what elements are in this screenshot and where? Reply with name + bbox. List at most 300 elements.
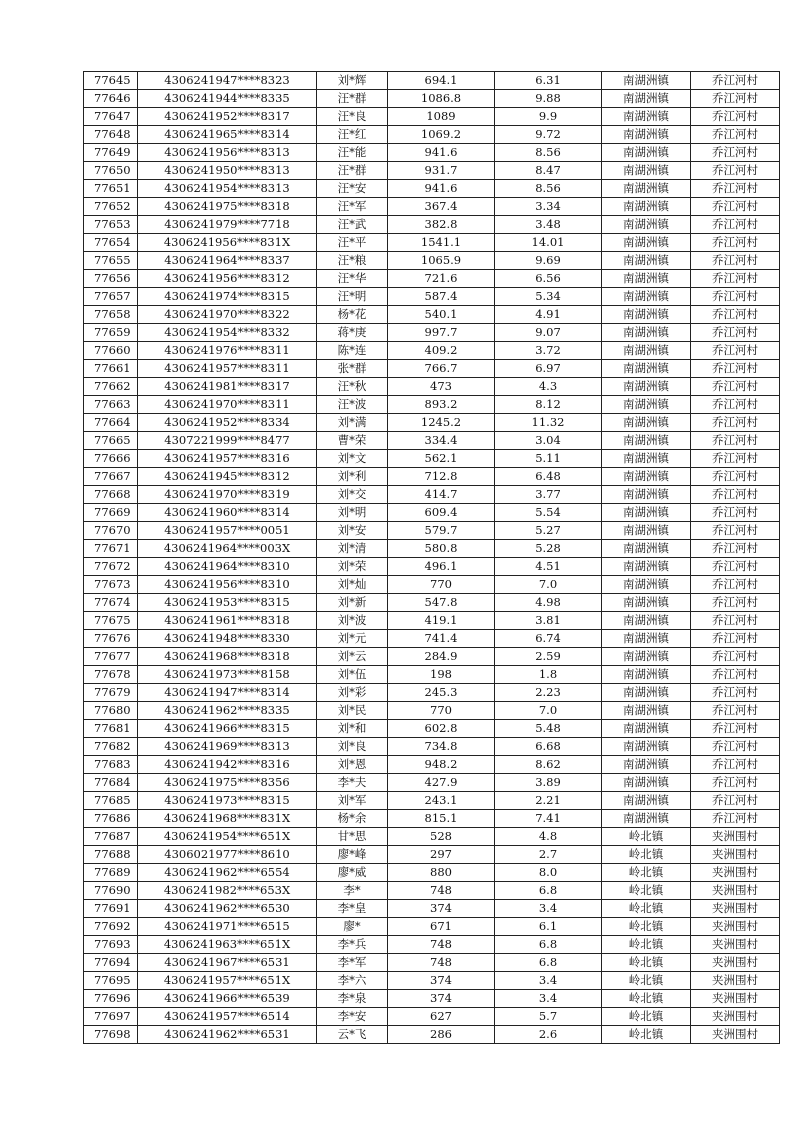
- amount-cell: 580.8: [388, 540, 495, 558]
- row-number-cell: 77671: [84, 540, 138, 558]
- name-cell: 刘*军: [317, 792, 388, 810]
- id-number-cell: 4306241962****6530: [138, 900, 317, 918]
- village-cell: 夹洲围村: [691, 882, 780, 900]
- town-cell: 南湖洲镇: [602, 126, 691, 144]
- name-cell: 汪*军: [317, 198, 388, 216]
- row-number-cell: 77676: [84, 630, 138, 648]
- town-cell: 南湖洲镇: [602, 792, 691, 810]
- id-number-cell: 4306241973****8158: [138, 666, 317, 684]
- village-cell: 乔江河村: [691, 432, 780, 450]
- name-cell: 刘*交: [317, 486, 388, 504]
- village-cell: 乔江河村: [691, 396, 780, 414]
- area-cell: 11.32: [495, 414, 602, 432]
- amount-cell: 562.1: [388, 450, 495, 468]
- id-number-cell: 4306241982****653X: [138, 882, 317, 900]
- id-number-cell: 4306241981****8317: [138, 378, 317, 396]
- area-cell: 6.8: [495, 882, 602, 900]
- table-row: [84, 954, 780, 972]
- town-cell: 南湖洲镇: [602, 486, 691, 504]
- village-cell: 乔江河村: [691, 180, 780, 198]
- table-row: [84, 702, 780, 720]
- area-cell: 1.8: [495, 666, 602, 684]
- amount-cell: 997.7: [388, 324, 495, 342]
- row-number-cell: 77670: [84, 522, 138, 540]
- village-cell: 乔江河村: [691, 90, 780, 108]
- area-cell: 2.59: [495, 648, 602, 666]
- village-cell: 乔江河村: [691, 198, 780, 216]
- row-number-cell: 77649: [84, 144, 138, 162]
- name-cell: 陈*连: [317, 342, 388, 360]
- name-cell: 刘*明: [317, 504, 388, 522]
- name-cell: 廖*: [317, 918, 388, 936]
- amount-cell: 409.2: [388, 342, 495, 360]
- village-cell: 乔江河村: [691, 144, 780, 162]
- id-number-cell: 4306241962****6554: [138, 864, 317, 882]
- area-cell: 4.3: [495, 378, 602, 396]
- id-number-cell: 4306241960****8314: [138, 504, 317, 522]
- town-cell: 南湖洲镇: [602, 540, 691, 558]
- area-cell: 7.0: [495, 576, 602, 594]
- area-cell: 8.56: [495, 144, 602, 162]
- town-cell: 岭北镇: [602, 972, 691, 990]
- table-row: [84, 342, 780, 360]
- area-cell: 2.21: [495, 792, 602, 810]
- area-cell: 6.8: [495, 954, 602, 972]
- id-number-cell: 4306241956****8310: [138, 576, 317, 594]
- area-cell: 14.01: [495, 234, 602, 252]
- row-number-cell: 77690: [84, 882, 138, 900]
- table-row: [84, 360, 780, 378]
- row-number-cell: 77661: [84, 360, 138, 378]
- village-cell: 乔江河村: [691, 252, 780, 270]
- row-number-cell: 77672: [84, 558, 138, 576]
- table-row: [84, 414, 780, 432]
- row-number-cell: 77652: [84, 198, 138, 216]
- village-cell: 乔江河村: [691, 522, 780, 540]
- amount-cell: 766.7: [388, 360, 495, 378]
- name-cell: 李*兵: [317, 936, 388, 954]
- amount-cell: 770: [388, 576, 495, 594]
- row-number-cell: 77698: [84, 1026, 138, 1044]
- area-cell: 6.74: [495, 630, 602, 648]
- table-row: [84, 522, 780, 540]
- row-number-cell: 77657: [84, 288, 138, 306]
- area-cell: 8.47: [495, 162, 602, 180]
- village-cell: 乔江河村: [691, 810, 780, 828]
- town-cell: 南湖洲镇: [602, 108, 691, 126]
- table-row: [84, 684, 780, 702]
- id-number-cell: 4306241957****8316: [138, 450, 317, 468]
- row-number-cell: 77693: [84, 936, 138, 954]
- id-number-cell: 4306241967****6531: [138, 954, 317, 972]
- id-number-cell: 4306241956****831X: [138, 234, 317, 252]
- table-row: [84, 162, 780, 180]
- area-cell: 6.68: [495, 738, 602, 756]
- area-cell: 9.07: [495, 324, 602, 342]
- area-cell: 3.72: [495, 342, 602, 360]
- id-number-cell: 4306241976****8311: [138, 342, 317, 360]
- town-cell: 南湖洲镇: [602, 378, 691, 396]
- row-number-cell: 77684: [84, 774, 138, 792]
- id-number-cell: 4306241942****8316: [138, 756, 317, 774]
- row-number-cell: 77647: [84, 108, 138, 126]
- id-number-cell: 4306241966****6539: [138, 990, 317, 1008]
- village-cell: 夹洲围村: [691, 954, 780, 972]
- row-number-cell: 77686: [84, 810, 138, 828]
- amount-cell: 367.4: [388, 198, 495, 216]
- id-number-cell: 4306241966****8315: [138, 720, 317, 738]
- row-number-cell: 77654: [84, 234, 138, 252]
- amount-cell: 286: [388, 1026, 495, 1044]
- name-cell: 李*皇: [317, 900, 388, 918]
- name-cell: 汪*红: [317, 126, 388, 144]
- area-cell: 3.04: [495, 432, 602, 450]
- amount-cell: 419.1: [388, 612, 495, 630]
- village-cell: 乔江河村: [691, 162, 780, 180]
- town-cell: 南湖洲镇: [602, 576, 691, 594]
- amount-cell: 1245.2: [388, 414, 495, 432]
- town-cell: 南湖洲镇: [602, 720, 691, 738]
- name-cell: 刘*良: [317, 738, 388, 756]
- area-cell: 4.51: [495, 558, 602, 576]
- table-row: [84, 846, 780, 864]
- table-row: [84, 234, 780, 252]
- village-cell: 乔江河村: [691, 468, 780, 486]
- id-number-cell: 4306241953****8315: [138, 594, 317, 612]
- name-cell: 汪*平: [317, 234, 388, 252]
- town-cell: 岭北镇: [602, 936, 691, 954]
- table-row: [84, 972, 780, 990]
- town-cell: 南湖洲镇: [602, 342, 691, 360]
- name-cell: 汪*安: [317, 180, 388, 198]
- village-cell: 乔江河村: [691, 324, 780, 342]
- town-cell: 岭北镇: [602, 918, 691, 936]
- amount-cell: 815.1: [388, 810, 495, 828]
- area-cell: 6.31: [495, 72, 602, 90]
- town-cell: 南湖洲镇: [602, 144, 691, 162]
- id-number-cell: 4306241944****8335: [138, 90, 317, 108]
- amount-cell: 941.6: [388, 180, 495, 198]
- name-cell: 廖*威: [317, 864, 388, 882]
- row-number-cell: 77645: [84, 72, 138, 90]
- table-row: [84, 648, 780, 666]
- area-cell: 5.11: [495, 450, 602, 468]
- amount-cell: 414.7: [388, 486, 495, 504]
- row-number-cell: 77658: [84, 306, 138, 324]
- name-cell: 汪*群: [317, 162, 388, 180]
- area-cell: 9.72: [495, 126, 602, 144]
- id-number-cell: 4306241957****8311: [138, 360, 317, 378]
- name-cell: 李*军: [317, 954, 388, 972]
- table-row: [84, 576, 780, 594]
- village-cell: 夹洲围村: [691, 990, 780, 1008]
- area-cell: 7.0: [495, 702, 602, 720]
- amount-cell: 931.7: [388, 162, 495, 180]
- id-number-cell: 4306241947****8314: [138, 684, 317, 702]
- name-cell: 刘*灿: [317, 576, 388, 594]
- id-number-cell: 4307221999****8477: [138, 432, 317, 450]
- id-number-cell: 4306241968****8318: [138, 648, 317, 666]
- area-cell: 8.56: [495, 180, 602, 198]
- table-row: [84, 792, 780, 810]
- area-cell: 4.91: [495, 306, 602, 324]
- village-cell: 乔江河村: [691, 504, 780, 522]
- area-cell: 9.88: [495, 90, 602, 108]
- id-number-cell: 4306241957****0051: [138, 522, 317, 540]
- name-cell: 曹*荣: [317, 432, 388, 450]
- id-number-cell: 4306241969****8313: [138, 738, 317, 756]
- row-number-cell: 77678: [84, 666, 138, 684]
- area-cell: 3.77: [495, 486, 602, 504]
- town-cell: 南湖洲镇: [602, 162, 691, 180]
- town-cell: 南湖洲镇: [602, 432, 691, 450]
- name-cell: 李*夫: [317, 774, 388, 792]
- amount-cell: 734.8: [388, 738, 495, 756]
- row-number-cell: 77668: [84, 486, 138, 504]
- id-number-cell: 4306241954****8313: [138, 180, 317, 198]
- id-number-cell: 4306241948****8330: [138, 630, 317, 648]
- amount-cell: 427.9: [388, 774, 495, 792]
- id-number-cell: 4306241952****8334: [138, 414, 317, 432]
- area-cell: 6.56: [495, 270, 602, 288]
- table-row: [84, 144, 780, 162]
- id-number-cell: 4306241945****8312: [138, 468, 317, 486]
- area-cell: 8.0: [495, 864, 602, 882]
- village-cell: 乔江河村: [691, 648, 780, 666]
- name-cell: 刘*元: [317, 630, 388, 648]
- area-cell: 4.8: [495, 828, 602, 846]
- id-number-cell: 4306241975****8318: [138, 198, 317, 216]
- name-cell: 刘*伍: [317, 666, 388, 684]
- amount-cell: 748: [388, 882, 495, 900]
- name-cell: 杨*余: [317, 810, 388, 828]
- table-row: [84, 468, 780, 486]
- village-cell: 乔江河村: [691, 216, 780, 234]
- table-row: [84, 90, 780, 108]
- area-cell: 9.69: [495, 252, 602, 270]
- row-number-cell: 77673: [84, 576, 138, 594]
- row-number-cell: 77689: [84, 864, 138, 882]
- town-cell: 南湖洲镇: [602, 216, 691, 234]
- amount-cell: 1065.9: [388, 252, 495, 270]
- row-number-cell: 77663: [84, 396, 138, 414]
- row-number-cell: 77688: [84, 846, 138, 864]
- table-row: [84, 810, 780, 828]
- town-cell: 南湖洲镇: [602, 630, 691, 648]
- town-cell: 南湖洲镇: [602, 396, 691, 414]
- village-cell: 乔江河村: [691, 342, 780, 360]
- name-cell: 汪*武: [317, 216, 388, 234]
- name-cell: 刘*安: [317, 522, 388, 540]
- village-cell: 乔江河村: [691, 486, 780, 504]
- town-cell: 南湖洲镇: [602, 288, 691, 306]
- name-cell: 刘*辉: [317, 72, 388, 90]
- amount-cell: 1069.2: [388, 126, 495, 144]
- row-number-cell: 77683: [84, 756, 138, 774]
- area-cell: 5.28: [495, 540, 602, 558]
- town-cell: 岭北镇: [602, 1008, 691, 1026]
- town-cell: 岭北镇: [602, 954, 691, 972]
- amount-cell: 609.4: [388, 504, 495, 522]
- table-row: [84, 450, 780, 468]
- area-cell: 5.48: [495, 720, 602, 738]
- name-cell: 李*: [317, 882, 388, 900]
- table-row: [84, 72, 780, 90]
- id-number-cell: 4306241947****8323: [138, 72, 317, 90]
- area-cell: 5.54: [495, 504, 602, 522]
- village-cell: 夹洲围村: [691, 900, 780, 918]
- amount-cell: 547.8: [388, 594, 495, 612]
- town-cell: 南湖洲镇: [602, 450, 691, 468]
- row-number-cell: 77697: [84, 1008, 138, 1026]
- id-number-cell: 4306241962****8335: [138, 702, 317, 720]
- name-cell: 刘*荣: [317, 558, 388, 576]
- area-cell: 9.9: [495, 108, 602, 126]
- village-cell: 乔江河村: [691, 666, 780, 684]
- id-number-cell: 4306241975****8356: [138, 774, 317, 792]
- village-cell: 乔江河村: [691, 360, 780, 378]
- name-cell: 汪*明: [317, 288, 388, 306]
- amount-cell: 374: [388, 972, 495, 990]
- id-number-cell: 4306241964****8310: [138, 558, 317, 576]
- village-cell: 乔江河村: [691, 558, 780, 576]
- id-number-cell: 4306241950****8313: [138, 162, 317, 180]
- name-cell: 蒋*庚: [317, 324, 388, 342]
- town-cell: 岭北镇: [602, 846, 691, 864]
- town-cell: 南湖洲镇: [602, 198, 691, 216]
- town-cell: 南湖洲镇: [602, 270, 691, 288]
- town-cell: 南湖洲镇: [602, 324, 691, 342]
- table-row: [84, 126, 780, 144]
- village-cell: 乔江河村: [691, 702, 780, 720]
- area-cell: 3.81: [495, 612, 602, 630]
- amount-cell: 694.1: [388, 72, 495, 90]
- name-cell: 刘*利: [317, 468, 388, 486]
- village-cell: 乔江河村: [691, 378, 780, 396]
- amount-cell: 880: [388, 864, 495, 882]
- row-number-cell: 77662: [84, 378, 138, 396]
- row-number-cell: 77650: [84, 162, 138, 180]
- amount-cell: 579.7: [388, 522, 495, 540]
- id-number-cell: 4306241957****6514: [138, 1008, 317, 1026]
- table-row: [84, 396, 780, 414]
- name-cell: 汪*粮: [317, 252, 388, 270]
- id-number-cell: 4306241952****8317: [138, 108, 317, 126]
- town-cell: 南湖洲镇: [602, 666, 691, 684]
- row-number-cell: 77694: [84, 954, 138, 972]
- row-number-cell: 77696: [84, 990, 138, 1008]
- area-cell: 2.6: [495, 1026, 602, 1044]
- village-cell: 乔江河村: [691, 234, 780, 252]
- amount-cell: 243.1: [388, 792, 495, 810]
- amount-cell: 721.6: [388, 270, 495, 288]
- area-cell: 2.7: [495, 846, 602, 864]
- id-number-cell: 4306241970****8319: [138, 486, 317, 504]
- village-cell: 夹洲围村: [691, 828, 780, 846]
- row-number-cell: 77685: [84, 792, 138, 810]
- table-row: [84, 216, 780, 234]
- amount-cell: 748: [388, 936, 495, 954]
- amount-cell: 893.2: [388, 396, 495, 414]
- id-number-cell: 4306241973****8315: [138, 792, 317, 810]
- table-row: [84, 828, 780, 846]
- row-number-cell: 77666: [84, 450, 138, 468]
- area-cell: 3.4: [495, 990, 602, 1008]
- table-row: [84, 936, 780, 954]
- village-cell: 乔江河村: [691, 792, 780, 810]
- area-cell: 6.97: [495, 360, 602, 378]
- amount-cell: 1541.1: [388, 234, 495, 252]
- table-row: [84, 594, 780, 612]
- data-table: [83, 71, 780, 1044]
- amount-cell: 948.2: [388, 756, 495, 774]
- town-cell: 南湖洲镇: [602, 414, 691, 432]
- table-row: [84, 918, 780, 936]
- name-cell: 刘*文: [317, 450, 388, 468]
- row-number-cell: 77660: [84, 342, 138, 360]
- village-cell: 乔江河村: [691, 576, 780, 594]
- table-row: [84, 198, 780, 216]
- row-number-cell: 77691: [84, 900, 138, 918]
- table-row: [84, 774, 780, 792]
- amount-cell: 540.1: [388, 306, 495, 324]
- row-number-cell: 77646: [84, 90, 138, 108]
- name-cell: 刘*清: [317, 540, 388, 558]
- amount-cell: 473: [388, 378, 495, 396]
- amount-cell: 382.8: [388, 216, 495, 234]
- town-cell: 岭北镇: [602, 1026, 691, 1044]
- name-cell: 甘*思: [317, 828, 388, 846]
- village-cell: 夹洲围村: [691, 864, 780, 882]
- id-number-cell: 4306241956****8313: [138, 144, 317, 162]
- name-cell: 刘*满: [317, 414, 388, 432]
- table-row: [84, 252, 780, 270]
- village-cell: 乔江河村: [691, 270, 780, 288]
- id-number-cell: 4306241971****6515: [138, 918, 317, 936]
- row-number-cell: 77677: [84, 648, 138, 666]
- id-number-cell: 4306241954****8332: [138, 324, 317, 342]
- village-cell: 乔江河村: [691, 684, 780, 702]
- amount-cell: 748: [388, 954, 495, 972]
- table-row: [84, 558, 780, 576]
- area-cell: 4.98: [495, 594, 602, 612]
- name-cell: 李*安: [317, 1008, 388, 1026]
- town-cell: 南湖洲镇: [602, 594, 691, 612]
- table-row: [84, 306, 780, 324]
- town-cell: 岭北镇: [602, 900, 691, 918]
- id-number-cell: 4306241957****651X: [138, 972, 317, 990]
- area-cell: 2.23: [495, 684, 602, 702]
- name-cell: 刘*新: [317, 594, 388, 612]
- id-number-cell: 4306241954****651X: [138, 828, 317, 846]
- amount-cell: 528: [388, 828, 495, 846]
- town-cell: 南湖洲镇: [602, 522, 691, 540]
- row-number-cell: 77665: [84, 432, 138, 450]
- area-cell: 3.89: [495, 774, 602, 792]
- town-cell: 南湖洲镇: [602, 648, 691, 666]
- village-cell: 乔江河村: [691, 594, 780, 612]
- village-cell: 乔江河村: [691, 450, 780, 468]
- area-cell: 3.4: [495, 972, 602, 990]
- village-cell: 夹洲围村: [691, 936, 780, 954]
- name-cell: 刘*云: [317, 648, 388, 666]
- row-number-cell: 77656: [84, 270, 138, 288]
- row-number-cell: 77695: [84, 972, 138, 990]
- table-row: [84, 1026, 780, 1044]
- town-cell: 岭北镇: [602, 864, 691, 882]
- name-cell: 李*泉: [317, 990, 388, 1008]
- row-number-cell: 77669: [84, 504, 138, 522]
